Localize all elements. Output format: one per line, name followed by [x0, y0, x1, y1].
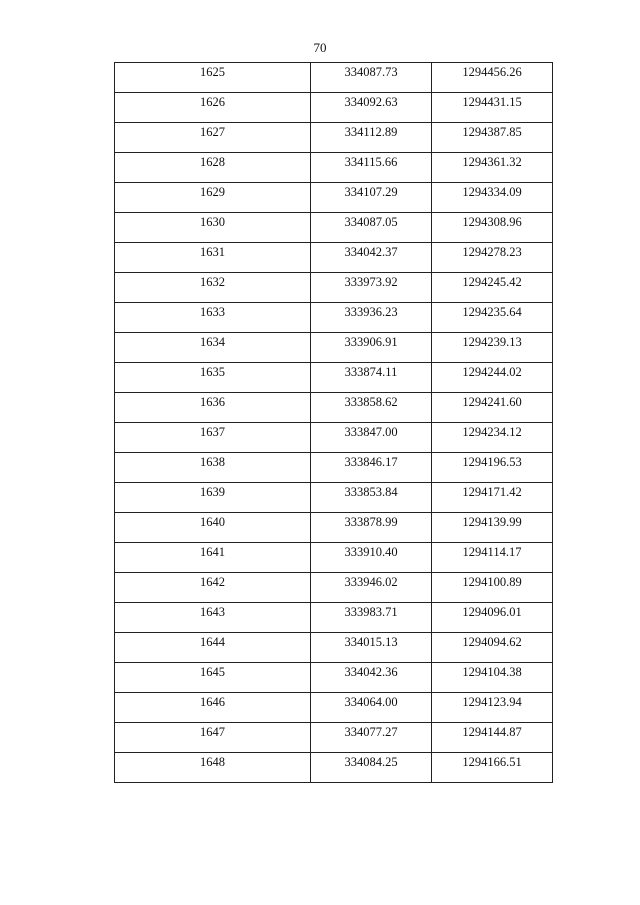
point-number-cell: 1628 — [115, 153, 311, 183]
point-number-cell: 1630 — [115, 213, 311, 243]
table-row — [115, 363, 553, 393]
table-row — [115, 123, 553, 153]
x-coordinate-cell: 334042.36 — [311, 663, 432, 693]
x-coordinate-cell: 333847.00 — [311, 423, 432, 453]
page-number: 70 — [313, 40, 327, 55]
x-coordinate-cell: 333983.71 — [311, 603, 432, 633]
y-coordinate-cell: 1294171.42 — [432, 483, 553, 513]
x-coordinate-cell: 334042.37 — [311, 243, 432, 273]
y-coordinate-cell: 1294100.89 — [432, 573, 553, 603]
point-number-cell: 1643 — [115, 603, 311, 633]
y-coordinate-cell: 1294096.01 — [432, 603, 553, 633]
y-coordinate-cell: 1294234.12 — [432, 423, 553, 453]
table-row — [115, 63, 553, 93]
y-coordinate-cell: 1294387.85 — [432, 123, 553, 153]
y-coordinate-cell: 1294139.99 — [432, 513, 553, 543]
x-coordinate-cell: 334015.13 — [311, 633, 432, 663]
x-coordinate-cell: 333910.40 — [311, 543, 432, 573]
x-coordinate-cell: 334107.29 — [311, 183, 432, 213]
y-coordinate-cell: 1294104.38 — [432, 663, 553, 693]
x-coordinate-cell: 333853.84 — [311, 483, 432, 513]
table-row — [115, 243, 553, 273]
y-coordinate-cell: 1294361.32 — [432, 153, 553, 183]
point-number-cell: 1639 — [115, 483, 311, 513]
point-number-cell: 1627 — [115, 123, 311, 153]
table-row — [115, 273, 553, 303]
point-number-cell: 1644 — [115, 633, 311, 663]
x-coordinate-cell: 333973.92 — [311, 273, 432, 303]
table-row — [115, 423, 553, 453]
x-coordinate-cell: 334112.89 — [311, 123, 432, 153]
x-coordinate-cell: 333874.11 — [311, 363, 432, 393]
table-row — [115, 603, 553, 633]
x-coordinate-cell: 334077.27 — [311, 723, 432, 753]
x-coordinate-cell: 334115.66 — [311, 153, 432, 183]
point-number-cell: 1632 — [115, 273, 311, 303]
x-coordinate-cell: 334092.63 — [311, 93, 432, 123]
point-number-cell: 1645 — [115, 663, 311, 693]
table-row — [115, 333, 553, 363]
table-row — [115, 573, 553, 603]
point-number-cell: 1633 — [115, 303, 311, 333]
table-row — [115, 693, 553, 723]
point-number-cell: 1648 — [115, 753, 311, 783]
point-number-cell: 1642 — [115, 573, 311, 603]
coordinates-table-body — [115, 63, 553, 783]
point-number-cell: 1640 — [115, 513, 311, 543]
table-row — [115, 183, 553, 213]
table-row — [115, 153, 553, 183]
point-number-cell: 1635 — [115, 363, 311, 393]
table-row — [115, 633, 553, 663]
x-coordinate-cell: 333906.91 — [311, 333, 432, 363]
table-row — [115, 213, 553, 243]
table-row — [115, 723, 553, 753]
x-coordinate-cell: 333936.23 — [311, 303, 432, 333]
y-coordinate-cell: 1294245.42 — [432, 273, 553, 303]
table-row — [115, 303, 553, 333]
y-coordinate-cell: 1294244.02 — [432, 363, 553, 393]
table-row — [115, 93, 553, 123]
y-coordinate-cell: 1294308.96 — [432, 213, 553, 243]
y-coordinate-cell: 1294235.64 — [432, 303, 553, 333]
point-number-cell: 1638 — [115, 453, 311, 483]
x-coordinate-cell: 334087.73 — [311, 63, 432, 93]
point-number-cell: 1631 — [115, 243, 311, 273]
table-row — [115, 663, 553, 693]
table-row — [115, 483, 553, 513]
table-row — [115, 543, 553, 573]
coordinates-table — [114, 62, 553, 783]
x-coordinate-cell: 333846.17 — [311, 453, 432, 483]
y-coordinate-cell: 1294166.51 — [432, 753, 553, 783]
x-coordinate-cell: 333858.62 — [311, 393, 432, 423]
y-coordinate-cell: 1294241.60 — [432, 393, 553, 423]
point-number-cell: 1636 — [115, 393, 311, 423]
x-coordinate-cell: 334064.00 — [311, 693, 432, 723]
point-number-cell: 1637 — [115, 423, 311, 453]
table-row — [115, 453, 553, 483]
y-coordinate-cell: 1294278.23 — [432, 243, 553, 273]
y-coordinate-cell: 1294456.26 — [432, 63, 553, 93]
table-row — [115, 393, 553, 423]
table-row — [115, 513, 553, 543]
y-coordinate-cell: 1294114.17 — [432, 543, 553, 573]
table-row — [115, 753, 553, 783]
x-coordinate-cell: 333946.02 — [311, 573, 432, 603]
x-coordinate-cell: 333878.99 — [311, 513, 432, 543]
y-coordinate-cell: 1294196.53 — [432, 453, 553, 483]
x-coordinate-cell: 334087.05 — [311, 213, 432, 243]
x-coordinate-cell: 334084.25 — [311, 753, 432, 783]
point-number-cell: 1626 — [115, 93, 311, 123]
point-number-cell: 1647 — [115, 723, 311, 753]
y-coordinate-cell: 1294431.15 — [432, 93, 553, 123]
y-coordinate-cell: 1294123.94 — [432, 693, 553, 723]
y-coordinate-cell: 1294239.13 — [432, 333, 553, 363]
point-number-cell: 1625 — [115, 63, 311, 93]
y-coordinate-cell: 1294094.62 — [432, 633, 553, 663]
y-coordinate-cell: 1294334.09 — [432, 183, 553, 213]
point-number-cell: 1634 — [115, 333, 311, 363]
point-number-cell: 1629 — [115, 183, 311, 213]
point-number-cell: 1646 — [115, 693, 311, 723]
y-coordinate-cell: 1294144.87 — [432, 723, 553, 753]
point-number-cell: 1641 — [115, 543, 311, 573]
